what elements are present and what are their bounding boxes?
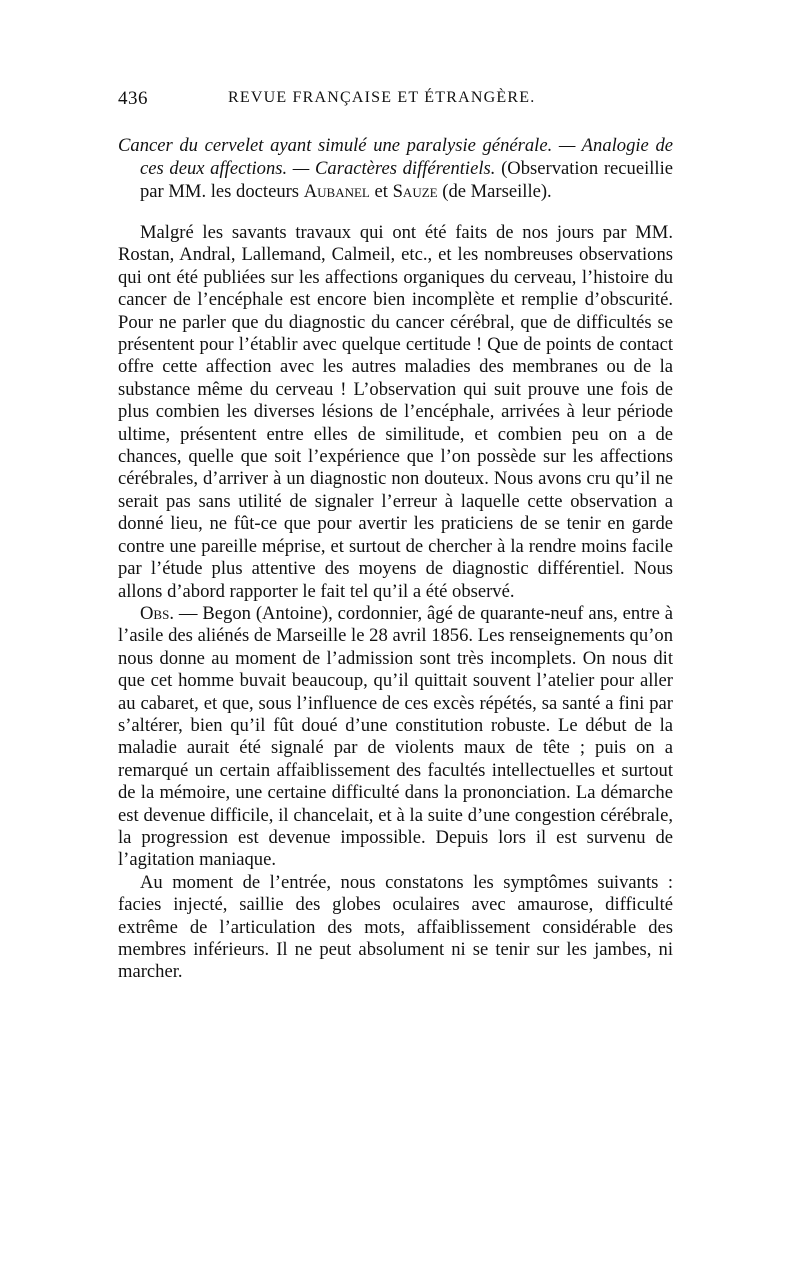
page-number: 436 <box>118 88 148 109</box>
heading-location: (de Marseille). <box>442 181 552 202</box>
heading-conjunction: et <box>374 181 388 202</box>
paragraph-observation <box>118 603 673 872</box>
article-body <box>118 222 673 984</box>
paragraph-introduction: Malgré les savants travaux qui ont été faits de nos jours par MM. Rostan, Andral, Lallemand, Calmeil, etc., et les nombreuses observations qui ont été publiées sur les affections organiques du cerveau, l’histoire du cancer de l’encéphale est encore bien incomplète et remplie d’obscurité. Pour ne parler que du diagnostic du cancer cérébral, que de difficultés se présentent pour l’établir avec quelque certitude ! Que de points de contact offre cette affection avec les autres maladies des membranes ou de la substance même du cerveau ! L’observation qui suit prouve une fois de plus combien les diverses lésions de l’encéphale, arrivées à leur période ultime, présentent entre elles de similitude, et combien peu on a de chances, quelle que soit l’expérience que l’on possède sur les affections cérébrales, d’arriver à un diagnostic non douteux. Nous avons cru qu’il ne serait pas sans utilité de signaler l’erreur à laquelle cette observation a donné lieu, ne fût-ce que pour avertir les praticiens de se tenir en garde contre une pareille méprise, et surtout de chercher à la rendre moins facile par l’étude plus attentive des moyens de diagnostic différentiel. Nous allons d’abord rapporter le fait tel qu’il a été observé. <box>118 222 673 602</box>
article-heading <box>118 134 673 203</box>
heading-source: (Observation recueillie par MM. les docteurs <box>140 158 674 202</box>
author-sauze: Sauze <box>392 181 438 202</box>
author-aubanel: Aubanel <box>303 181 370 202</box>
article-title: Cancer du cervelet ayant simulé une paralysie générale. — Analogie de ces deux affections. — Caractères différentiels. <box>118 135 673 179</box>
journal-title: REVUE FRANÇAISE ET ÉTRANGÈRE. <box>228 89 536 106</box>
paragraph-symptoms: Au moment de l’entrée, nous constatons les symptômes suivants : facies injecté, saillie des globes oculaires avec amaurose, difficulté extrême de l’articulation des mots, affaiblissement considérable des membres inférieurs. Il ne peut absolument ni se tenir sur les jambes, ni marcher. <box>118 871 673 983</box>
observation-label: Obs. <box>140 602 174 624</box>
running-head <box>118 88 673 122</box>
observation-text: — Begon (Antoine), cordonnier, âgé de quarante-neuf ans, entre à l’asile des aliénés de Marseille le 28 avril 1856. Les renseignements qu’on nous donne au moment de l’admission sont très incomplets. On nous dit que cet homme buvait beaucoup, qu’il quittait souvent l’atelier pour aller au cabaret, et que, sous l’influence de ces excès répétés, sa santé a fini par s’altérer, bien qu’il fût doué d’une constitution robuste. Le début de la maladie aurait été signalé par de violents maux de tête ; puis on a remarqué un certain affaiblissement des facultés intellectuelles et surtout de la mémoire, une certaine difficulté dans la prononciation. La démarche est devenue difficile, il chancelait, et à la suite d’une congestion cérébrale, la progression est devenue impossible. Depuis lors il est survenu de l’agitation maniaque. <box>118 602 673 871</box>
book-page <box>118 88 673 984</box>
